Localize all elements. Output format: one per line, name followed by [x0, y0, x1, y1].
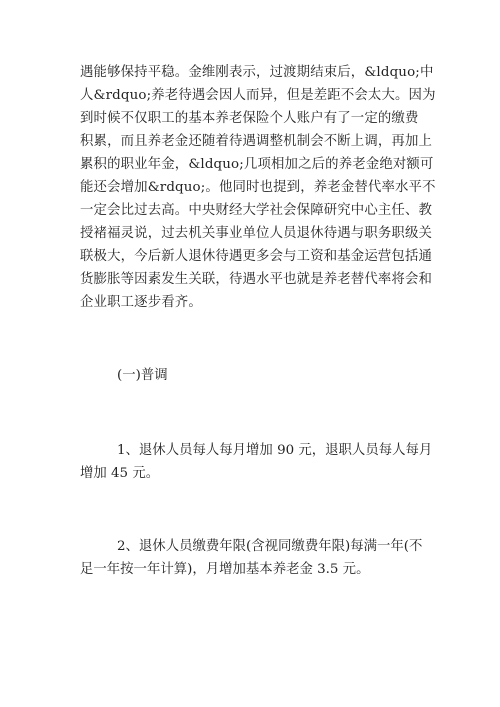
paragraph-line: 授褚福灵说，过去机关事业单位人员退休待遇与职务职级关	[80, 226, 433, 241]
paragraph-line: 到时候不仅职工的基本养老保险个人账户有了一定的缴费	[80, 111, 419, 126]
list-item-line: 1、退休人员每人每月增加 90 元，退职人员每人每月	[117, 443, 433, 458]
list-item-line: 2、退休人员缴费年限(含视同缴费年限)每满一年(不	[117, 539, 423, 554]
paragraph-line: 企业职工逐步看齐。	[80, 295, 202, 310]
paragraph-line: 人&rdquo;养老待遇会因人而异，但是差距不会太大。因为	[80, 88, 436, 103]
paragraph-line: 遇能够保持平稳。金维刚表示，过渡期结束后，&ldquo;中	[80, 65, 434, 80]
paragraph-line: 能还会增加&rdquo;。他同时也提到，养老金替代率水平不	[80, 180, 436, 195]
paragraph-line: 累积的职业年金，&ldquo;几项相加之后的养老金绝对额可	[80, 157, 434, 172]
section-heading: (一)普调	[117, 368, 168, 383]
list-item-line: 增加 45 元。	[80, 466, 160, 481]
list-item-line: 足一年按一年计算)，月增加基本养老金 3.5 元。	[80, 562, 370, 577]
paragraph-line: 联极大，今后新人退休待遇更多会与工资和基金运营包括通	[80, 249, 433, 264]
paragraph-line: 货膨胀等因素发生关联，待遇水平也就是养老替代率将会和	[80, 272, 433, 287]
paragraph-line: 积累，而且养老金还随着待遇调整机制会不断上调，再加上	[80, 134, 433, 149]
paragraph-line: 一定会比过去高。中央财经大学社会保障研究中心主任、教	[80, 203, 433, 218]
